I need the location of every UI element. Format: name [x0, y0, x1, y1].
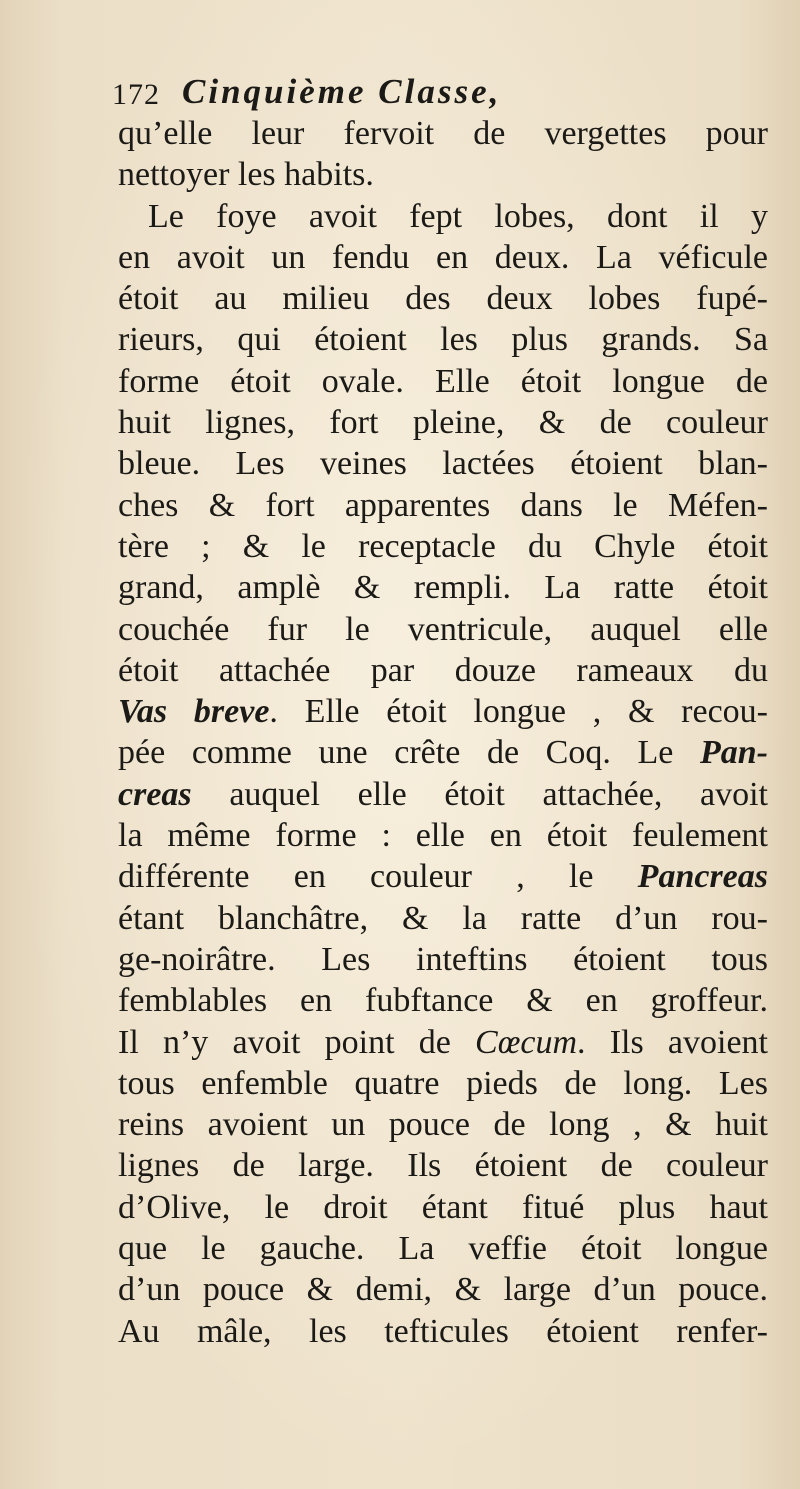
- text-line: la même forme : elle en étoit feulement: [118, 817, 768, 855]
- latin-term: creas: [118, 775, 192, 813]
- text-line: bleue. Les veines lactées étoient blan-: [118, 445, 768, 483]
- text-line: Au mâle, les tefticules étoient renfer-: [118, 1312, 768, 1350]
- text-segment: Il n’y avoit point de: [118, 1023, 476, 1061]
- text-line: qu’elle leur fervoit de vergettes pour: [118, 115, 768, 152]
- text-segment: pée comme une crête de Coq. Le: [118, 734, 700, 772]
- text-line: étoit au milieu des deux lobes fupé-: [118, 280, 768, 318]
- text-segment: auquel elle étoit attachée, avoit: [191, 775, 768, 813]
- text-line: [118, 732, 768, 773]
- text-line: [118, 774, 768, 815]
- latin-term: Pancreas: [637, 858, 768, 896]
- text-line: tous enfemble quatre pieds de long. Les: [118, 1064, 768, 1102]
- text-line: reins avoient un pouce de long , & huit: [118, 1106, 768, 1144]
- latin-term: Pan-: [700, 734, 768, 772]
- text-line: d’un pouce & demi, & large d’un pouce.: [118, 1271, 768, 1309]
- text-line: rieurs, qui étoient les plus grands. Sa: [118, 321, 768, 359]
- text-line: ches & fort apparentes dans le Méfen-: [118, 486, 768, 524]
- text-line: huit lignes, fort pleine, & de couleur: [118, 404, 768, 442]
- latin-term: Vas breve: [118, 693, 270, 731]
- text-line: d’Olive, le droit étant fitué plus haut: [118, 1188, 768, 1226]
- text-segment: différente en couleur , le: [118, 858, 638, 896]
- text-line: femblables en fubftance & en groffeur.: [118, 982, 768, 1020]
- text-line: couchée fur le ventricule, auquel elle: [118, 610, 768, 648]
- text-line: que le gauche. La veffie étoit longue: [118, 1230, 768, 1268]
- running-head: Cinquième Classe,: [182, 72, 502, 111]
- text-line: [118, 1022, 768, 1063]
- page-number: 172: [112, 78, 160, 111]
- text-line: Le foye avoit fept lobes, dont il y: [148, 197, 768, 235]
- text-line: ge-noirâtre. Les inteftins étoient tous: [118, 940, 768, 978]
- text-line: lignes de large. Ils étoient de couleur: [118, 1147, 768, 1185]
- text-line: tère ; & le receptacle du Chyle étoit: [118, 527, 768, 565]
- text-line: en avoit un fendu en deux. La véficule: [118, 238, 768, 276]
- text-segment: . Elle étoit longue , & recou-: [269, 693, 768, 731]
- text-line: forme étoit ovale. Elle étoit longue de: [118, 362, 768, 400]
- text-line: étant blanchâtre, & la ratte d’un rou-: [118, 899, 768, 937]
- text-line: grand, amplè & rempli. La ratte étoit: [118, 569, 768, 607]
- text-line: étoit attachée par douze rameaux du: [118, 651, 768, 689]
- text-segment: . Ils avoient: [577, 1023, 768, 1061]
- latin-term: Cœcum: [475, 1023, 578, 1061]
- text-line: [118, 856, 768, 897]
- body-text: [118, 113, 768, 1352]
- page-header: [112, 72, 762, 118]
- text-line: nettoyer les habits.: [118, 156, 374, 194]
- text-line: [118, 691, 768, 732]
